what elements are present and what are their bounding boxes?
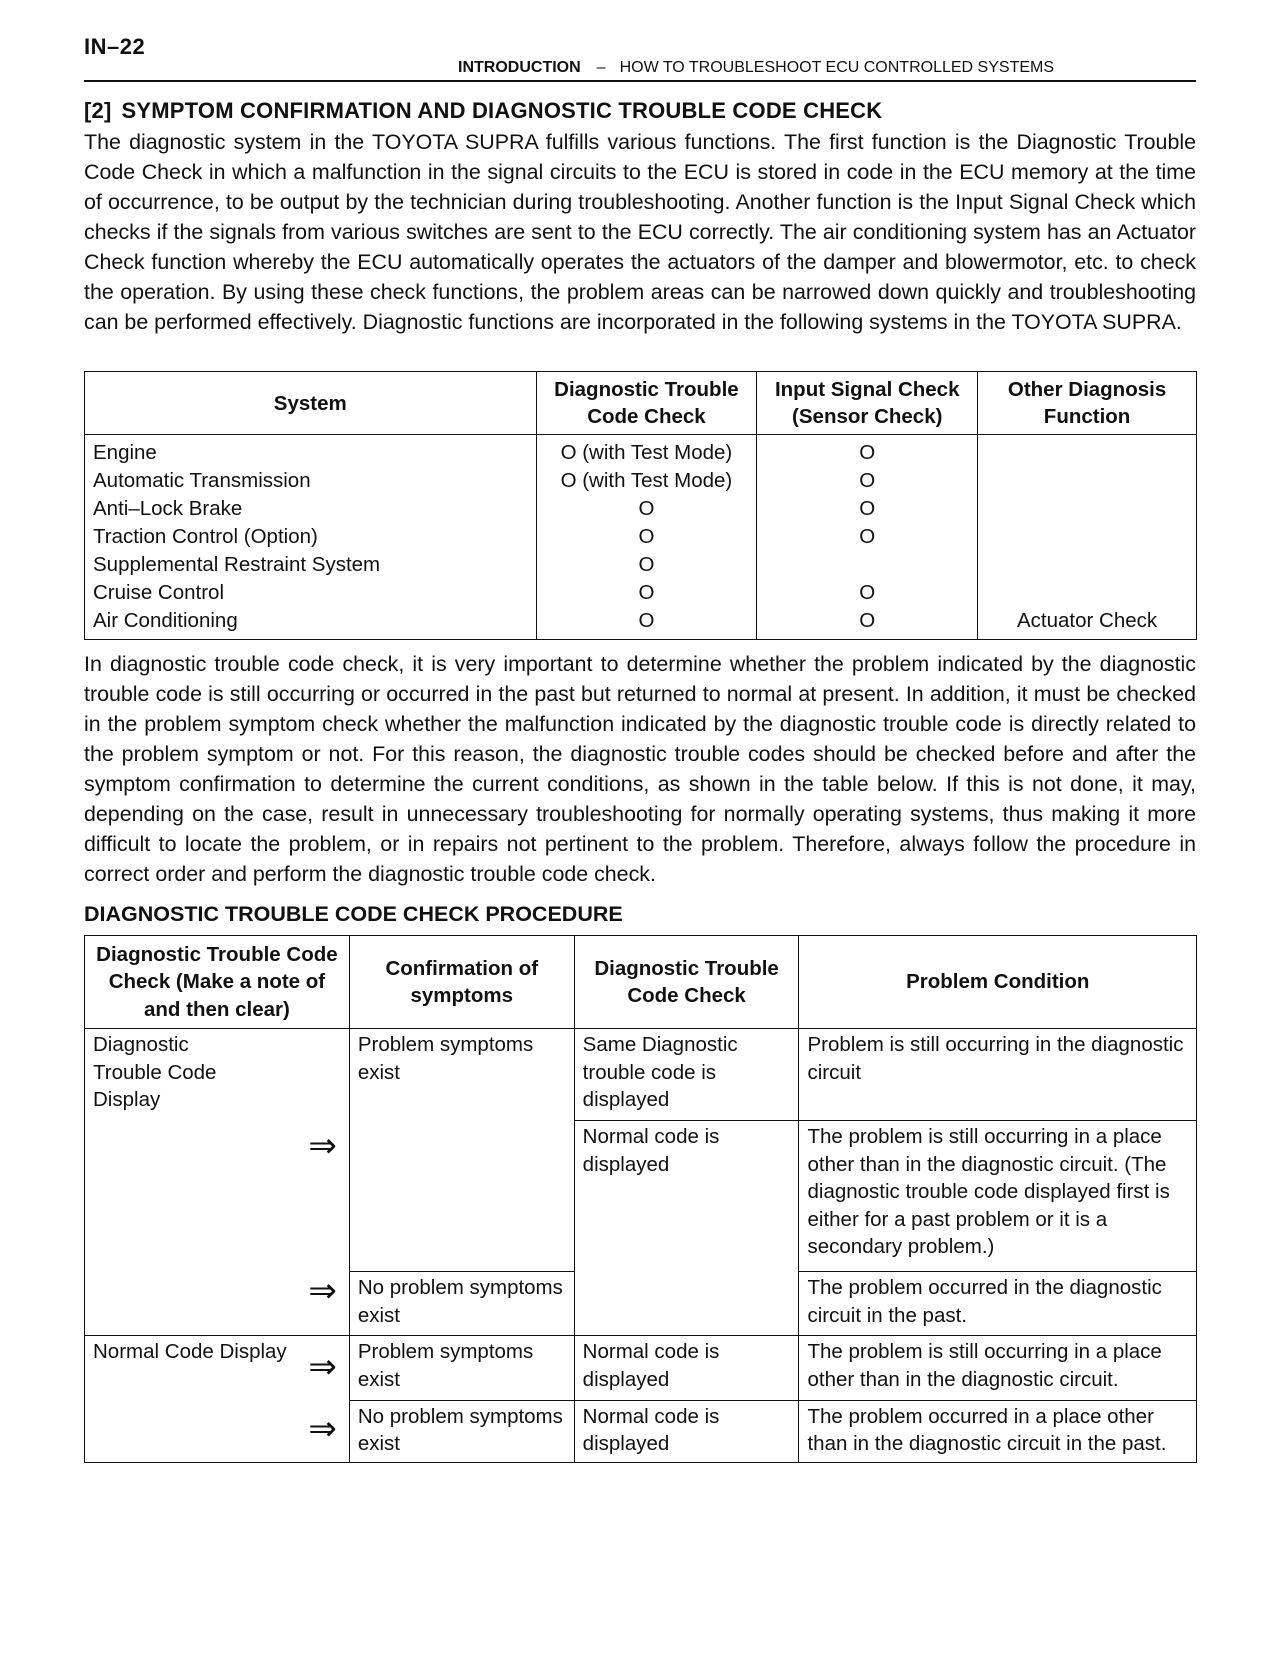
system-name: Air Conditioning: [85, 607, 537, 640]
section-title: SYMPTOM CONFIRMATION AND DIAGNOSTIC TROUBLE CODE CHECK: [121, 98, 883, 123]
col-header-dtc: Diagnostic Trouble Code Check: [536, 372, 757, 435]
dtc-result-cell: [574, 1121, 799, 1336]
other-value: [978, 551, 1197, 579]
running-header: [84, 58, 1196, 82]
col-header-dtc-second: Diagnostic Trouble Code Check: [574, 936, 799, 1029]
middle-paragraph: In diagnostic trouble code check, it is very important to determine whether the problem indicated by the diagnostic trouble code is still occurring or occurred in the past but returned to normal at present. In addition, it must be checked in the problem symptom check whether the malfunction indicated by the diagnostic trouble code is directly related to the problem symptom or not. For this reason, the diagnostic trouble codes should be checked before and after the symptom confirmation to determine the current conditions, as shown in the table below. If this is not done, it may, depending on the case, result in unnecessary troubleshooting for normally operating systems, thus making it more difficult to locate the problem, or in repairs not pertinent to the problem. Therefore, always follow the procedure in correct order and perform the diagnostic trouble code check.: [84, 652, 1196, 886]
other-value: [978, 435, 1197, 468]
procedure-table-header: [85, 936, 1197, 1029]
dtc-value: O: [536, 523, 757, 551]
normal-code-text: Normal code is displayed: [582, 1404, 720, 1455]
table-row: [85, 495, 1197, 523]
system-name: Cruise Control: [85, 579, 537, 607]
symptoms-cell: [349, 1029, 574, 1272]
other-value: Actuator Check: [978, 607, 1197, 640]
condition-cell: [799, 1400, 1197, 1463]
table-row: [85, 435, 1197, 468]
other-value: [978, 495, 1197, 523]
system-name: Supplemental Restraint System: [85, 551, 537, 579]
normal-code-text: Normal code is displayed: [582, 1340, 720, 1391]
condition-cell: [799, 1272, 1197, 1336]
right-arrow-icon: ⇒: [308, 1347, 337, 1387]
dtc-result-cell: [574, 1336, 799, 1401]
input-value: O: [757, 495, 978, 523]
condition-text: The problem occurred in a place other than in the diagnostic circuit in the past.: [807, 1404, 1167, 1455]
symptoms-cell: [349, 1400, 574, 1463]
symptoms-cell: [349, 1272, 574, 1336]
dtc-value: O: [536, 607, 757, 640]
symptoms-exist-text: Problem symptoms exist: [357, 1033, 534, 1084]
other-value: [978, 523, 1197, 551]
dtc-value: O (with Test Mode): [536, 467, 757, 495]
section-heading: [84, 98, 882, 124]
normal-code-text: Normal code is displayed: [582, 1125, 720, 1176]
symptoms-exist-text: Problem symptoms exist: [357, 1340, 534, 1391]
normal-display-label: Normal Code Display: [93, 1340, 287, 1363]
systems-table: [84, 371, 1197, 640]
dtc-value: O: [536, 579, 757, 607]
table-row: [85, 523, 1197, 551]
systems-table-header: [85, 372, 1197, 435]
col-header-dtc-first: Diagnostic Trouble Code Check (Make a note of and then clear): [85, 936, 350, 1029]
dtc-value: O: [536, 495, 757, 523]
input-value: [757, 551, 978, 579]
system-name: Automatic Transmission: [85, 467, 537, 495]
dtc-result-cell: [574, 1400, 799, 1463]
condition-cell: [799, 1121, 1197, 1272]
condition-text: The problem occurred in the diagnostic circuit in the past.: [807, 1276, 1162, 1327]
system-name: Engine: [85, 435, 537, 468]
col-header-system: System: [85, 372, 537, 435]
section-number: [2]: [84, 98, 112, 123]
input-value: O: [757, 435, 978, 468]
table-row: [85, 1336, 1197, 1401]
header-section: INTRODUCTION: [458, 59, 581, 76]
col-header-other: Other Diagnosis Function: [978, 372, 1197, 435]
table-row: [85, 579, 1197, 607]
dtc-display-label: Diagnostic Trouble Code Display: [93, 1033, 217, 1111]
right-arrow-icon: ⇒: [308, 1409, 337, 1449]
condition-text: The problem is still occurring in a place other than in the diagnostic circuit. (The diagnostic trouble code displayed first is either for a past problem or it is a secondary problem.): [807, 1125, 1170, 1258]
procedure-table: [84, 935, 1197, 1463]
symptoms-cell: [349, 1336, 574, 1401]
condition-cell: [799, 1029, 1197, 1121]
header-subtitle: HOW TO TROUBLESHOOT ECU CONTROLLED SYSTEMS: [619, 59, 1055, 76]
table-row: [85, 1029, 1197, 1121]
col-header-confirmation: Confirmation of symptoms: [349, 936, 574, 1029]
procedure-heading: DIAGNOSTIC TROUBLE CODE CHECK PROCEDURE: [84, 902, 623, 926]
table-row: [85, 467, 1197, 495]
page-number: IN–22: [84, 34, 146, 59]
other-value: [978, 579, 1197, 607]
other-value: [978, 467, 1197, 495]
no-symptoms-text: No problem symptoms exist: [357, 1276, 563, 1327]
dtc-display-cell: [85, 1029, 350, 1336]
table-row: [85, 551, 1197, 579]
input-value: O: [757, 467, 978, 495]
input-value: O: [757, 523, 978, 551]
condition-cell: [799, 1336, 1197, 1401]
input-value: O: [757, 579, 978, 607]
input-value: O: [757, 607, 978, 640]
right-arrow-icon: ⇒: [308, 1271, 337, 1311]
same-dtc-text: Same Diagnostic trouble code is displayed: [582, 1033, 738, 1111]
dtc-value: O (with Test Mode): [536, 435, 757, 468]
normal-display-cell: [85, 1336, 350, 1463]
system-name: Anti–Lock Brake: [85, 495, 537, 523]
right-arrow-icon: ⇒: [308, 1126, 337, 1166]
no-symptoms-text: No problem symptoms exist: [357, 1404, 563, 1455]
system-name: Traction Control (Option): [85, 523, 537, 551]
col-header-problem-condition: Problem Condition: [799, 936, 1197, 1029]
dtc-result-cell: [574, 1029, 799, 1121]
header-dash: –: [596, 59, 606, 76]
intro-paragraph: The diagnostic system in the TOYOTA SUPRA fulfills various functions. The first function is the Diagnostic Trouble Code Check in which a malfunction in the signal circuits to the ECU is stored in code in the ECU memory at the time of occurrence, to be output by the technician during troubleshooting. Another function is the Input Signal Check which checks if the signals from various switches are sent to the ECU correctly. The air conditioning system has an Actuator Check function whereby the ECU automatically operates the actuators of the damper and blowermotor, etc. to check the operation. By using these check functions, the problem areas can be narrowed down quickly and troubleshooting can be performed effectively. Diagnostic functions are incorporated in the following systems in the TOYOTA SUPRA.: [84, 130, 1196, 334]
col-header-input-signal: Input Signal Check (Sensor Check): [757, 372, 978, 435]
table-row: [85, 607, 1197, 640]
dtc-value: O: [536, 551, 757, 579]
condition-text: Problem is still occurring in the diagnostic circuit: [807, 1033, 1184, 1084]
condition-text: The problem is still occurring in a place other than in the diagnostic circuit.: [807, 1340, 1162, 1391]
